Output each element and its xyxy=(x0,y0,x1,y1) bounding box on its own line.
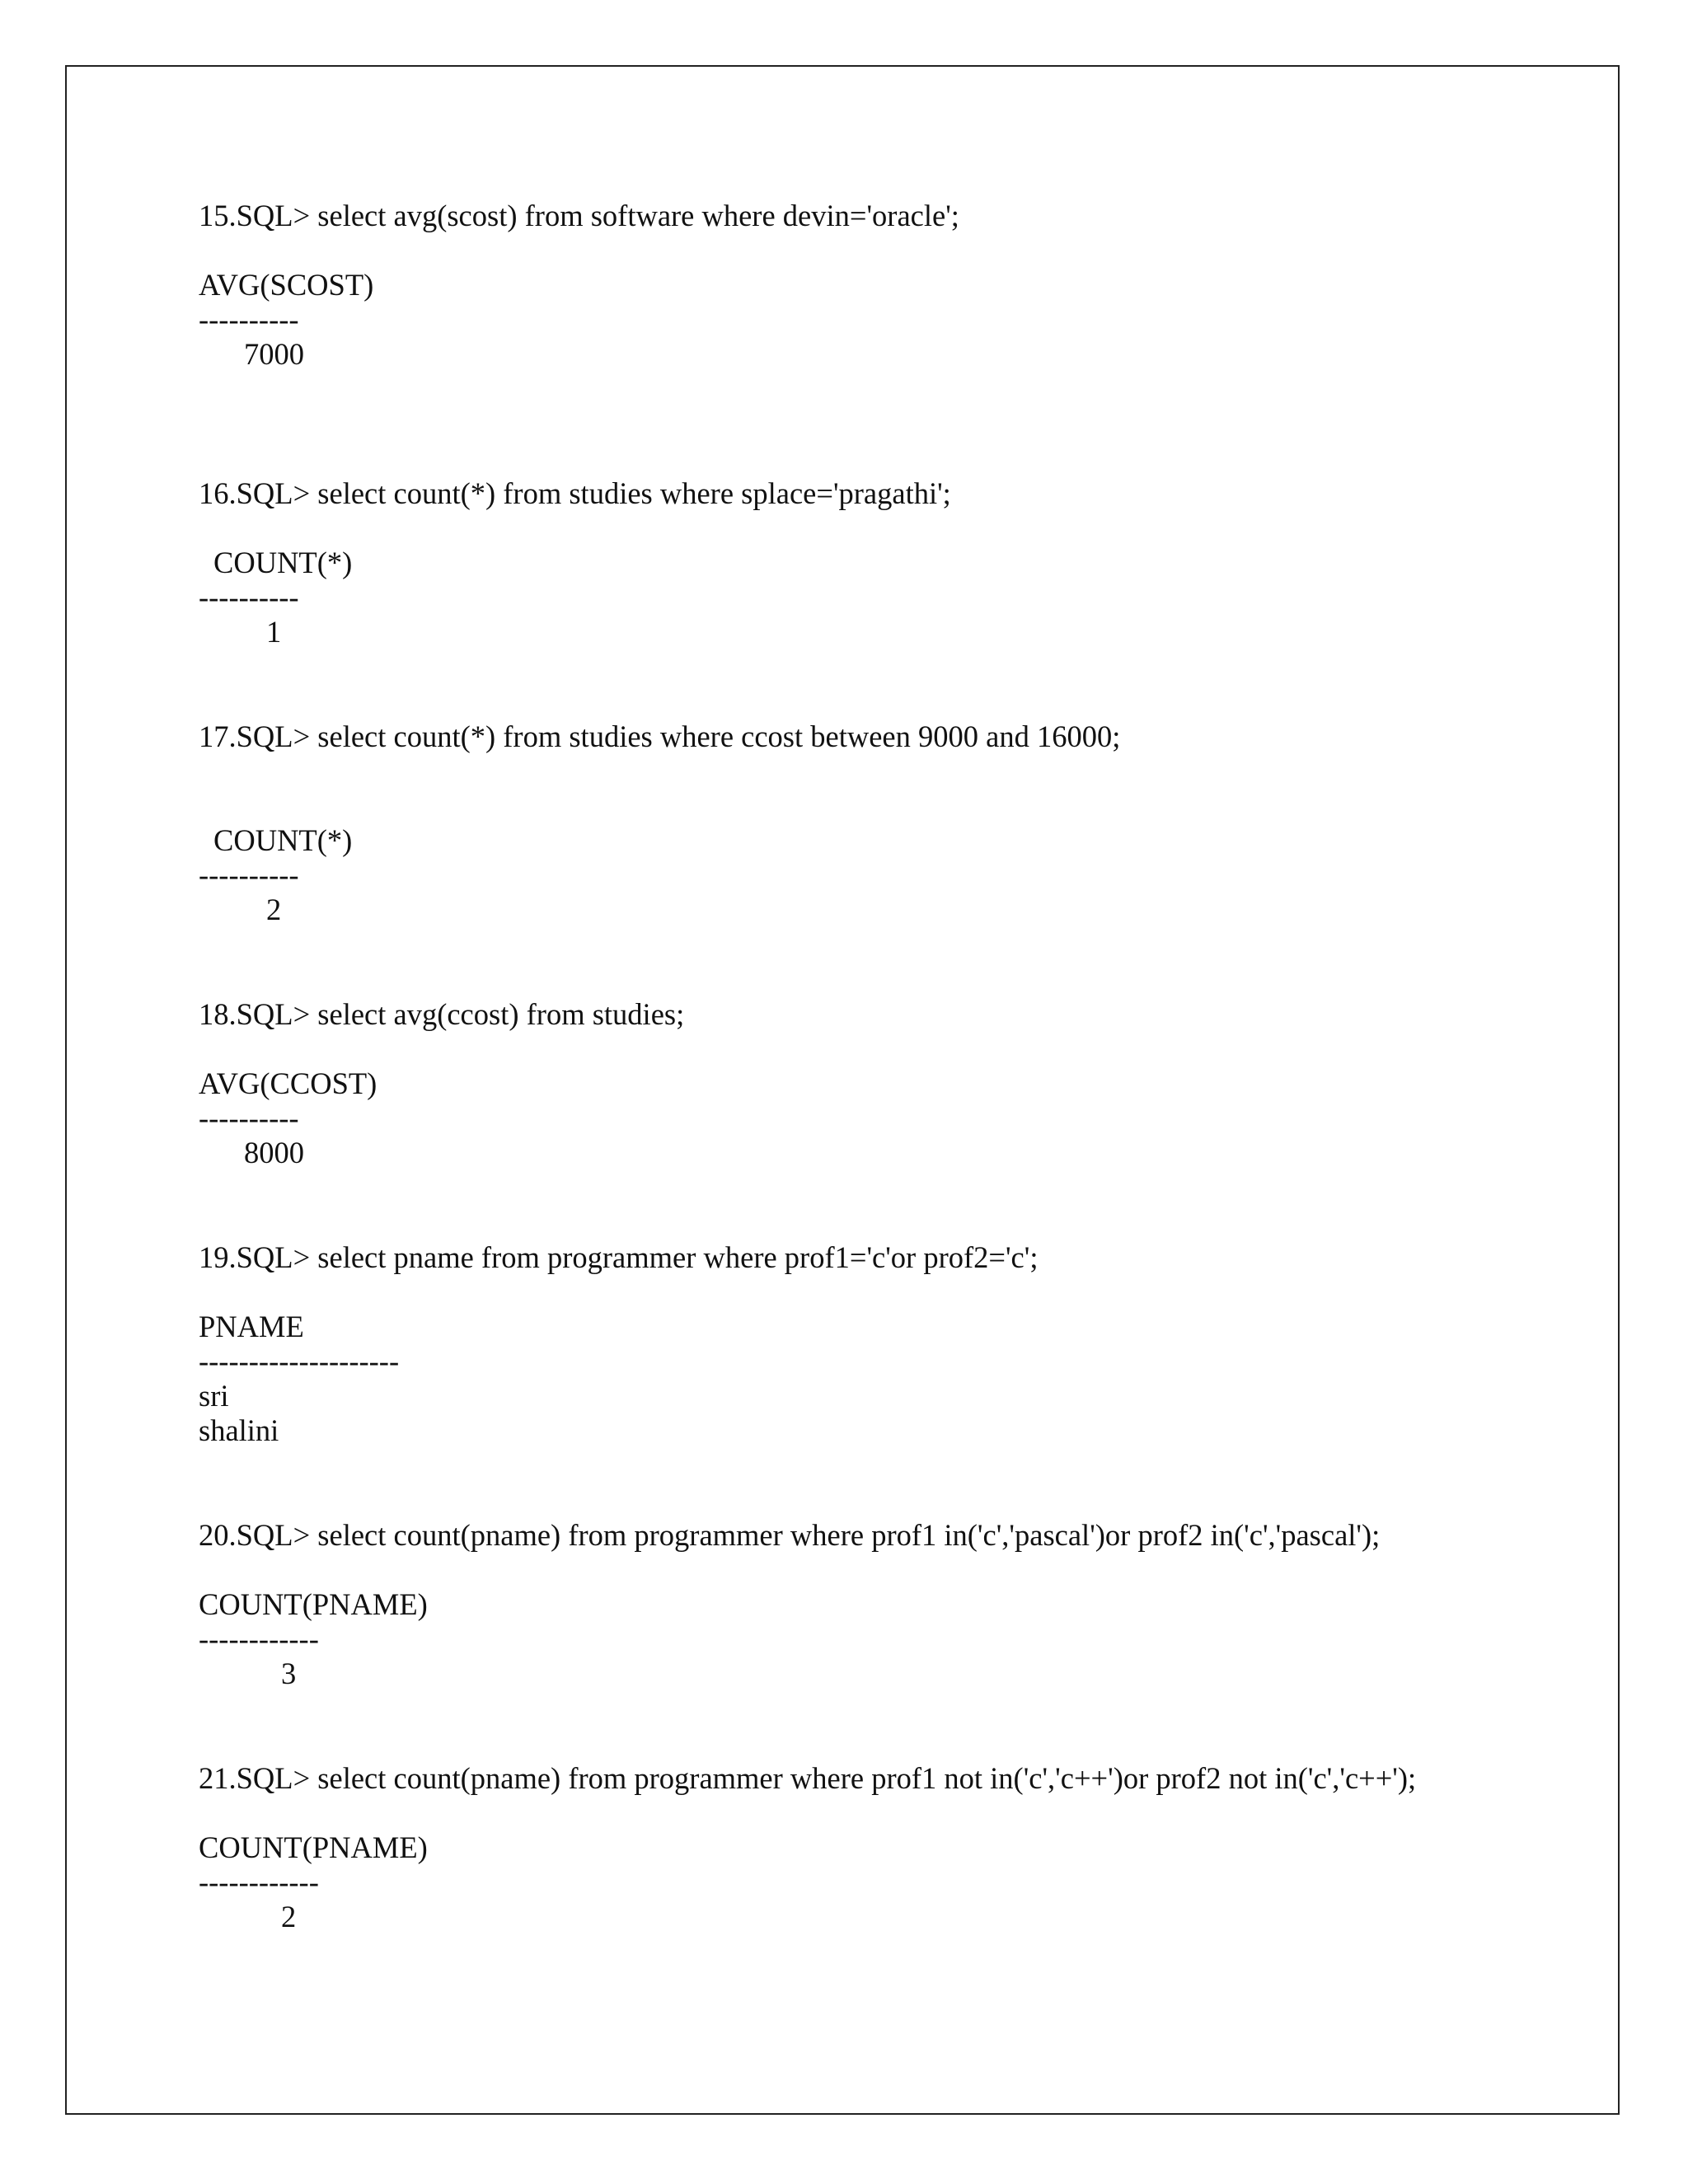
separator-21: ------------ xyxy=(199,1865,319,1899)
result-value-16: 1 xyxy=(266,615,282,649)
separator-17: ---------- xyxy=(199,858,299,892)
column-header-21: COUNT(PNAME) xyxy=(199,1830,428,1864)
sql-command-18: 18.SQL> select avg(ccost) from studies; xyxy=(199,997,685,1031)
separator-16: ---------- xyxy=(199,580,299,614)
sql-command-21: 21.SQL> select count(pname) from programmer where prof1 not in('c','c++')or prof2 not in('c','c++'); xyxy=(199,1761,1417,1795)
sql-command-20: 20.SQL> select count(pname) from programmer where prof1 in('c','pascal')or prof2 in('c','pascal'); xyxy=(199,1518,1381,1552)
result-value-21: 2 xyxy=(281,1900,297,1933)
column-header-18: AVG(CCOST) xyxy=(199,1066,377,1100)
separator-20: ------------ xyxy=(199,1622,319,1656)
result-row-19-1: sri xyxy=(199,1379,229,1413)
result-value-17: 2 xyxy=(266,893,282,926)
sql-command-16: 16.SQL> select count(*) from studies where splace='pragathi'; xyxy=(199,476,951,510)
sql-command-15: 15.SQL> select avg(scost) from software where devin='oracle'; xyxy=(199,199,959,232)
result-value-15: 7000 xyxy=(244,337,304,371)
separator-18: ---------- xyxy=(199,1101,299,1135)
column-header-17: COUNT(*) xyxy=(213,823,353,857)
result-value-18: 8000 xyxy=(244,1136,304,1169)
separator-15: ---------- xyxy=(199,302,299,336)
sql-command-17: 17.SQL> select count(*) from studies where ccost between 9000 and 16000; xyxy=(199,719,1121,753)
sql-command-19: 19.SQL> select pname from programmer where prof1='c'or prof2='c'; xyxy=(199,1240,1039,1274)
column-header-16: COUNT(*) xyxy=(213,546,353,579)
result-row-19-2: shalini xyxy=(199,1413,279,1447)
column-header-20: COUNT(PNAME) xyxy=(199,1587,428,1621)
result-value-20: 3 xyxy=(281,1657,297,1690)
column-header-15: AVG(SCOST) xyxy=(199,268,374,302)
separator-19: -------------------- xyxy=(199,1344,400,1378)
column-header-19: PNAME xyxy=(199,1310,304,1343)
